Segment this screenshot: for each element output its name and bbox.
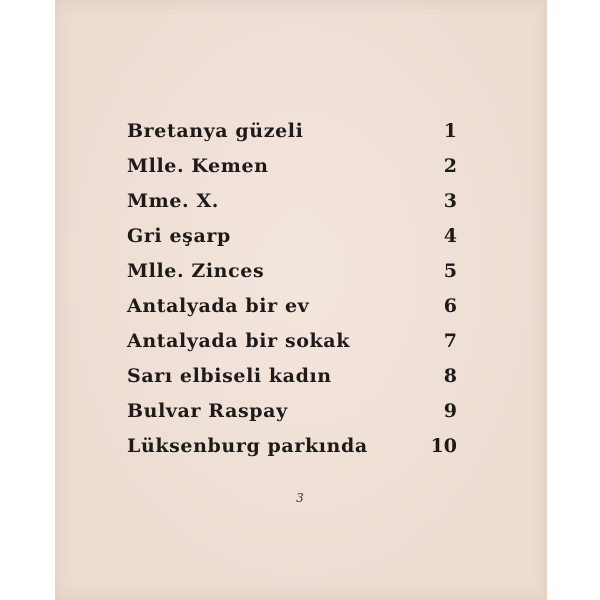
toc-entry-page: 4 [443,225,457,247]
toc-entry [127,397,457,432]
toc-entry [127,292,457,327]
toc-entry-page: 8 [443,365,457,387]
toc-entry [127,152,457,187]
toc-entry-title: Gri eşarp [127,225,231,247]
toc-entry [127,222,457,257]
toc-entry-page: 3 [443,190,457,212]
toc-entry-page: 2 [443,155,457,177]
toc-entry-title: Sarı elbiseli kadın [127,365,332,387]
toc-entry [127,257,457,292]
toc-entry-page: 9 [443,400,457,422]
table-of-contents [127,117,457,467]
toc-entry-page: 7 [443,330,457,352]
toc-entry [127,327,457,362]
toc-entry-title: Antalyada bir ev [127,295,310,317]
toc-entry-page: 5 [443,260,457,282]
toc-entry [127,187,457,222]
toc-entry-page: 10 [430,435,457,457]
toc-entry-title: Mlle. Kemen [127,155,269,177]
toc-entry-page: 1 [443,120,457,142]
toc-entry-title: Bretanya güzeli [127,120,304,142]
toc-entry [127,362,457,397]
toc-entry-title: Mme. X. [127,190,220,212]
toc-entry [127,432,457,467]
toc-entry-title: Bulvar Raspay [127,400,288,422]
toc-entry-page: 6 [443,295,457,317]
toc-entry-title: Mlle. Zinces [127,260,265,282]
toc-entry-title: Lüksenburg parkında [127,435,368,457]
page-number: 3 [296,491,304,505]
toc-entry [127,117,457,152]
toc-entry-title: Antalyada bir sokak [127,330,350,352]
